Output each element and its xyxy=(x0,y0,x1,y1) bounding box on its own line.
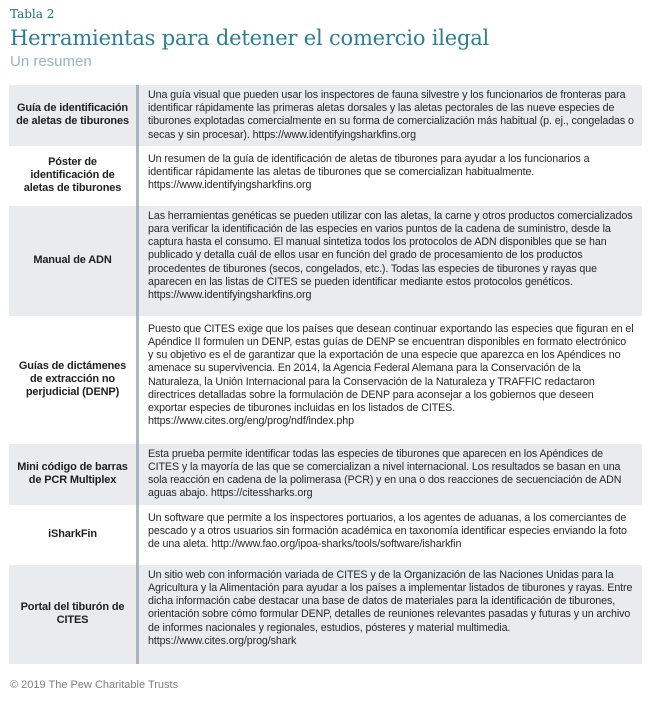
table-row xyxy=(9,319,642,441)
tool-description-cell: Las herramientas genéticas se pueden utilizar con las aletas, la carne y otros productos comercializados para verificar la identificación de las especies en varios puntos de la cadena de suministro, desde la captura hasta el consumo. El manual sintetiza todos los protocolos de ADN disponibles que se han publicado y detalla cuál de ellos usar en función del grado de procesamiento de los productos procedentes de tiburones (secos, congelados, etc.). Todas las especies de tiburones y rayas que aparecen en las listas de CITES se pueden identificar mediante estos protocolos genéticos. https://www.identifyingsharkfins.org xyxy=(148,209,633,302)
tool-name-cell: Portal del tiburón de CITES xyxy=(20,601,125,627)
tool-description-cell: Un resumen de la guía de identificación de aletas de tiburones para ayudar a los funcionarios a identificar rápidamente las aletas de tiburones que se comercializan habitualmente. https://www.identifyingsharkfins.org xyxy=(148,152,590,192)
tool-description-cell: Un sitio web con información variada de CITES y de la Organización de las Naciones Unidas para la Agricultura y la Alimentación para ayudar a los países a implementar listados de tiburones y rayas. Entre dicha información cabe destacar una base de datos de materiales para la identificación de tiburones, orientación sobre cómo formular DENP, detalles de reuniones relevantes pasadas y futuras y un archivo de informes nacionales y regionales, estudios, pósteres y material multimedia. https://www.cites.org/prog/shark xyxy=(148,568,633,647)
tool-description-cell: Una guía visual que pueden usar los inspectores de fauna silvestre y los funcionarios de fronteras para identificar rápidamente las primeras aletas dorsales y las aletas pectorales de las nueve especies de tiburones explotadas comercialmente en su forma de comercialización más habitual (p. ej., congeladas o secas y sin procesar). https://www.identifyingsharkfins.org xyxy=(148,89,634,141)
table-row xyxy=(9,444,642,505)
tool-description-cell: Un software que permite a los inspectores portuarios, a los agentes de aduanas, a los comerciantes de pescado y a otros usuarios sin formación académica en taxonomía identificar especies enviando la foto de una aleta. http://www.fao.org/ipoa-sharks/tools/software/isharkfin xyxy=(148,511,627,551)
table-row xyxy=(9,149,642,203)
tools-table xyxy=(9,85,642,664)
table-row xyxy=(9,85,642,146)
page-subtitle: Un resumen xyxy=(10,53,92,70)
tool-name-cell: Guías de dictámenes de extracción no perjudicial (DENP) xyxy=(18,360,127,399)
tool-description-cell: Puesto que CITES exige que los países que desean continuar exportando las especies que figuran en el Apéndice II formulen un DENP, estas guías de DENP se encuentran disponibles en formato electrónico y su objetivo es el de garantizar que la exportación de una especie que aparezca en los Apéndices no amenace su supervivencia. En 2014, la Agencia Federal Alemana para la Conservación de la Naturaleza, la Unión Internacional para la Conservación de la Naturaleza y TRAFFIC redactaron directrices detalladas sobre la formulación de DENP para aconsejar a los gobiernos que deseen exportar especies de tiburones incluidas en los listados de CITES. https://www.cites.org/eng/prog/ndf/index.php xyxy=(148,322,634,428)
tool-name-cell: Mini código de barras de PCR Multiplex xyxy=(17,461,128,487)
table-row xyxy=(9,565,642,664)
tool-name-cell: Guía de identificación de aletas de tiburones xyxy=(16,102,129,128)
tool-name-cell: iSharkFin xyxy=(48,528,97,541)
copyright-notice: © 2019 The Pew Charitable Trusts xyxy=(10,678,179,691)
tool-description-cell: Esta prueba permite identificar todas las especies de tiburones que aparecen en los Apéndices de CITES y la mayoría de las que se comercializan a nivel internacional. Los resultados se basan en una sola reacción en cadena de la polimerasa (PCR) y en una o dos reacciones de secuenciación de ADN aguas abajo. https://citessharks.org xyxy=(148,447,622,500)
column-divider xyxy=(136,85,139,664)
tool-name-cell: Manual de ADN xyxy=(33,254,112,267)
table-number-label: Tabla 2 xyxy=(10,7,55,21)
header xyxy=(0,0,650,71)
table-row xyxy=(9,508,642,562)
tool-name-cell: Póster de identificación de aletas de tiburones xyxy=(23,156,122,195)
table-rows xyxy=(9,85,642,664)
page-title: Herramientas para detener el comercio ilegal xyxy=(10,26,490,50)
table-row xyxy=(9,206,642,316)
